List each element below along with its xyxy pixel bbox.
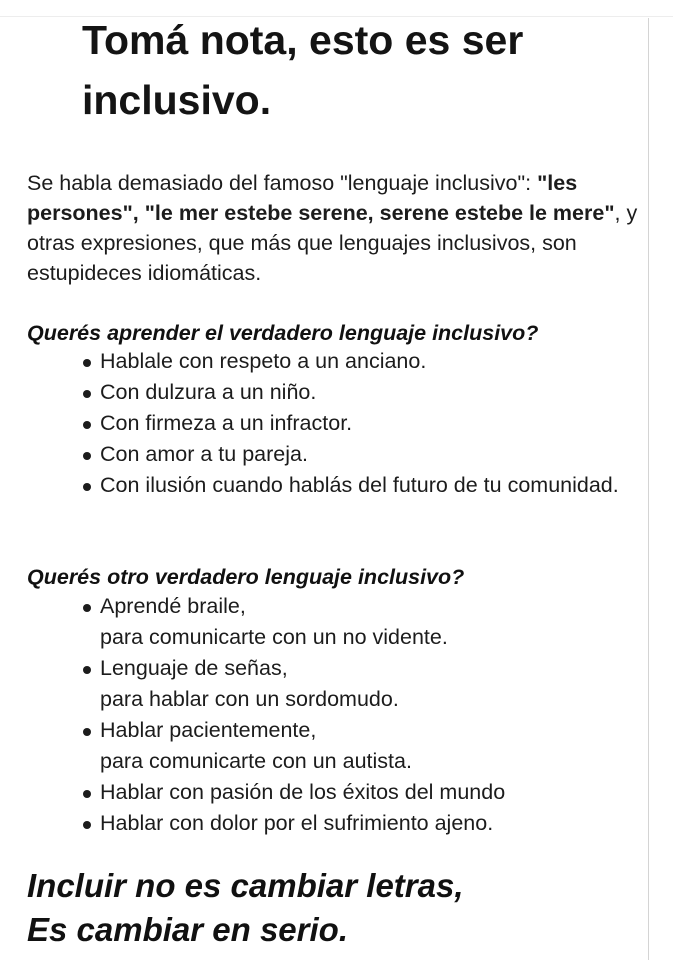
page-title: Tomá nota, esto es ser inclusivo. (82, 17, 524, 123)
list-item-subline: para hablar con un sordomudo. (100, 687, 399, 711)
list-item-line: Hablar con dolor por el sufrimiento ajeno. (100, 811, 494, 835)
closing-line-2: Es cambiar en serio. (27, 911, 348, 948)
section2-list (78, 591, 638, 839)
list-item: Con amor a tu pareja. (78, 439, 638, 470)
intro-text-start: Se habla demasiado del famoso "lenguaje inclusivo": (27, 171, 538, 195)
section1-list (78, 346, 638, 501)
list-item: Hablale con respeto a un anciano. (78, 346, 638, 377)
list-item-subline: para comunicarte con un autista. (100, 749, 412, 773)
closing-line-1: Incluir no es cambiar letras, (27, 867, 464, 904)
list-item-line: Lenguaje de señas, (100, 656, 288, 680)
section1-question: Querés aprender el verdadero lenguaje inclusivo? (27, 321, 539, 345)
list-item (78, 808, 638, 839)
intro-text-end: , y otras expresiones, que más que lenguajes inclusivos, son estupideces idiomáticas. (27, 201, 638, 285)
list-item (78, 591, 638, 653)
intro-bold-examples: "les persones", "le mer estebe serene, serene estebe le mere" (27, 171, 615, 225)
list-item-subline: para comunicarte con un no vidente. (100, 625, 448, 649)
list-item (78, 653, 638, 715)
closing-statement (27, 864, 647, 952)
list-item-line: Hablar con pasión de los éxitos del mundo (100, 780, 506, 804)
list-item (78, 777, 638, 808)
list-item-line: Aprendé braile, (100, 594, 246, 618)
intro-paragraph (27, 168, 652, 288)
right-divider (648, 18, 649, 960)
list-item: Con ilusión cuando hablás del futuro de tu comunidad. (78, 470, 638, 501)
list-item: Con dulzura a un niño. (78, 377, 638, 408)
list-item: Con firmeza a un infractor. (78, 408, 638, 439)
section2-question: Querés otro verdadero lenguaje inclusivo? (27, 565, 465, 589)
list-item-line: Hablar pacientemente, (100, 718, 317, 742)
list-item (78, 715, 638, 777)
